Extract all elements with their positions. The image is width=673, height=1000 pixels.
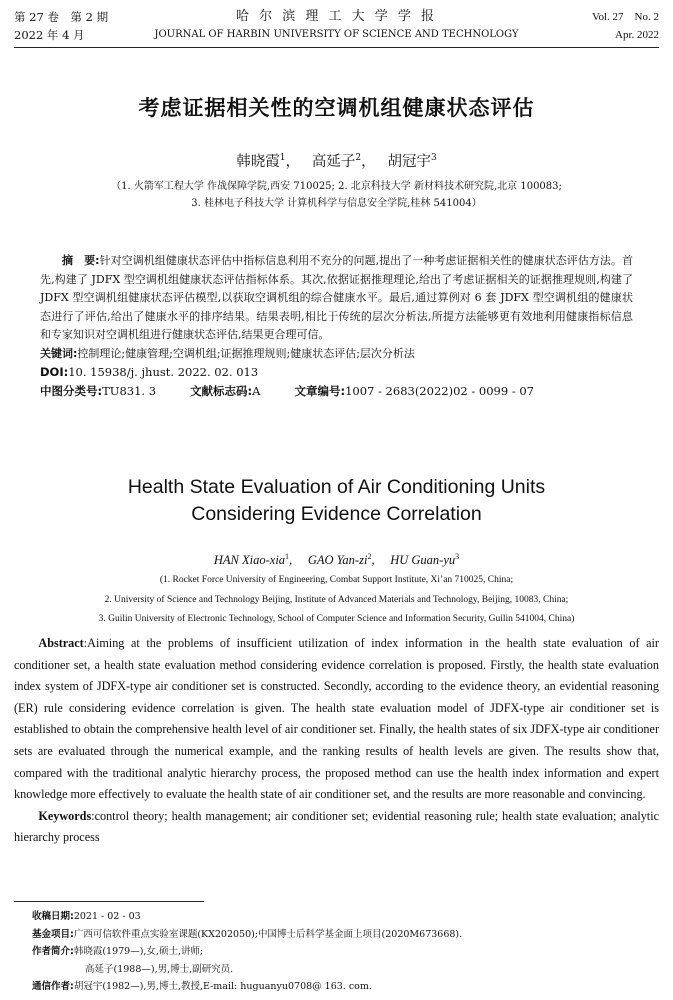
author-cn-3: 胡冠宇 [387, 154, 431, 170]
keywords-cn-row [40, 345, 633, 364]
title-en: Health State Evaluation of Air Conditioning Units Considering Evidence Correlation [127, 476, 546, 525]
title-cn: 考虑证据相关性的空调机组健康状态评估 [138, 96, 535, 120]
journal-name-en: JOURNAL OF HARBIN UNIVERSITY OF SCIENCE AND TECHNOLOGY [154, 29, 519, 40]
classification-row [40, 382, 633, 401]
author-cn-2-sup: 2 [355, 153, 362, 164]
authors-en: HAN Xiao-xia$^1$, GAO Yan-$zi^2$, HU Guan-$yu^3$ [213, 551, 460, 567]
abstract-en-paragraph [14, 633, 659, 806]
fund-label: 基金项目: [32, 928, 74, 940]
affiliation-cn-line: （1. 火箭军工程大学 作战保障学院,西安 710025; 2. 北京科技大学 新材料技术研究院,北京 100083; [111, 181, 562, 192]
header-center [154, 8, 519, 44]
article-no-value: 1007 - 2683(2022)02 - 0099 - 07 [345, 383, 534, 398]
footnotes [32, 908, 462, 996]
author-en-1-sup: 1 [285, 551, 290, 561]
doc-code-label: 文献标志码: [190, 383, 253, 398]
keywords-en-label: Keywords [38, 808, 92, 823]
author-en-3-sup: 3 [455, 551, 460, 561]
keywords-en: :control theory; health management; air conditioner set; evidential reasoning rule; health state evaluation; analytic hierarchy process [14, 808, 659, 845]
author-en-2: GAO Yan-zi [307, 553, 368, 567]
fund-row [32, 926, 462, 944]
affiliations-en [20, 571, 653, 630]
abstract-en [14, 633, 659, 849]
received-label: 收稿日期: [32, 911, 74, 922]
doc-code-value: A [252, 383, 261, 398]
header-right [592, 8, 659, 44]
doi-label: DOI: [40, 365, 69, 379]
bio-2: 高延子(1988—),男,博士,副研究员. [85, 963, 234, 975]
abstract-cn-paragraph [40, 252, 633, 345]
volume-cn: 第 27 卷 第 2 期 [14, 10, 109, 24]
affiliation-en-line: 2. University of Science and Technology Beijing, Institute of Advanced Materials and Technology, Beijing, 10083, China; [104, 594, 569, 605]
abstract-cn-label: 摘 要: [62, 254, 100, 267]
affiliations-cn [40, 178, 633, 212]
fund-text: 广西可信软件重点实验室课题(KX202050);中国博士后科学基金面上项目(2020M673668). [73, 928, 463, 940]
header-rule [14, 47, 659, 48]
header-left [14, 8, 108, 44]
received-row [32, 908, 462, 926]
footnote-rule [14, 901, 204, 902]
author-cn-1-sup: 1 [279, 153, 286, 164]
bio-row-2 [32, 961, 462, 979]
doi-value: 10. 15938/j. jhust. 2022. 02. 013 [68, 365, 259, 379]
corr-label: 通信作者: [32, 981, 74, 992]
bio-1: 韩晓霞(1979—),女,硕士,讲师; [73, 946, 204, 957]
bio-row [32, 943, 462, 961]
volume-en: Vol. 27 No. 2 [591, 11, 659, 23]
corr-text: 胡冠宇(1982—),男,博士,教授,E-mail: huguanyu0708@ 163. com. [73, 981, 372, 992]
abstract-en-text: :Aiming at the problems of insufficient utilization of index information in the health state evaluation of air conditioner set, a health state evaluation method considering evidence correlation is proposed. Firstly, the health state evaluation index system of JDFX-type air conditioner set is constructed. Secondly, according to the evidence theory, an evidential reasoning (ER) rule considering evidence correlation is given. The health state evaluation model of JDFX-type air conditioner set is established to obtain the comprehensive health level of air conditioner set. Finally, the health states of six JDFX-type air conditioner sets are evaluated through the numerical example, and the ranking results of health levels are given. The results show that, compared with the traditional analytic hierarchy process, the proposed method can use the health index information and expert knowledge more effectively to evaluate the health state of air conditioner set, and the results are more reasonable and convincing. [14, 636, 659, 802]
keywords-en-row [14, 806, 659, 849]
journal-name-cn: 哈 尔 滨 理 工 大 学 学 报 [235, 9, 438, 24]
authors-cn: 韩晓霞$^1$， 高延子$^2$， 胡冠宇$^3$ [236, 153, 437, 170]
affiliation-en-line: (1. Rocket Force University of Engineering, Combat Support Institute, Xi’an 710025, China; [159, 575, 514, 585]
date-en: Apr. 2022 [615, 29, 659, 41]
affiliation-cn-line: 3. 桂林电子科技大学 计算机科学与信息安全学院,桂林 541004） [191, 198, 482, 209]
received-date: 2021 - 02 - 03 [73, 911, 141, 922]
doi-row [40, 363, 633, 382]
bio-label: 作者简介: [32, 946, 74, 957]
clc-label: 中图分类号: [40, 383, 103, 398]
author-cn-1: 韩晓霞 [236, 154, 280, 170]
author-en-2-sup: 2 [367, 551, 372, 561]
keywords-cn-label: 关键词: [40, 346, 78, 360]
author-en-1: HAN Xiao-xia [213, 553, 286, 567]
running-header [14, 8, 659, 48]
keywords-cn: 控制理论;健康管理;空调机组;证据推理规则;健康状态评估;层次分析法 [77, 346, 415, 360]
author-en-3: HU Guan-yu [390, 553, 456, 567]
date-cn: 2022 年 4 月 [14, 28, 85, 42]
article-no-label: 文章编号: [294, 383, 346, 398]
clc-value: TU831. 3 [102, 383, 157, 398]
abstract-en-label: Abstract [38, 636, 84, 650]
affiliation-en-line: 3. Guilin University of Electronic Technology, School of Computer Science and Information Security, Guilin 541004, China) [98, 614, 575, 624]
author-cn-2: 高延子 [311, 154, 356, 170]
corr-row [32, 978, 462, 996]
author-cn-3-sup: 3 [430, 153, 437, 164]
abstract-cn-text: 针对空调机组健康状态评估中指标信息利用不充分的问题,提出了一种考虑证据相关性的健康状态评估方法。首先,构建了 JDFX 型空调机组健康状态评估指标体系。其次,依据证据推理理论,给出了考虑证据相关的证据推理规则,构建了 JDFX 型空调机组健康状态评估模型,以获取空调机组的综合健康水平。最后,通过算例对 6 套 JDFX 型空调机组的健康状态进行了评估,给出了健康水平的排序结果。结果表明,相比于传统的层次分析法,所提方法能够更有效地利用健康指标信息和专家知识对空调机组进行健康状态评估,结果更合理可信。 [40, 254, 633, 341]
abstract-cn [40, 252, 633, 400]
